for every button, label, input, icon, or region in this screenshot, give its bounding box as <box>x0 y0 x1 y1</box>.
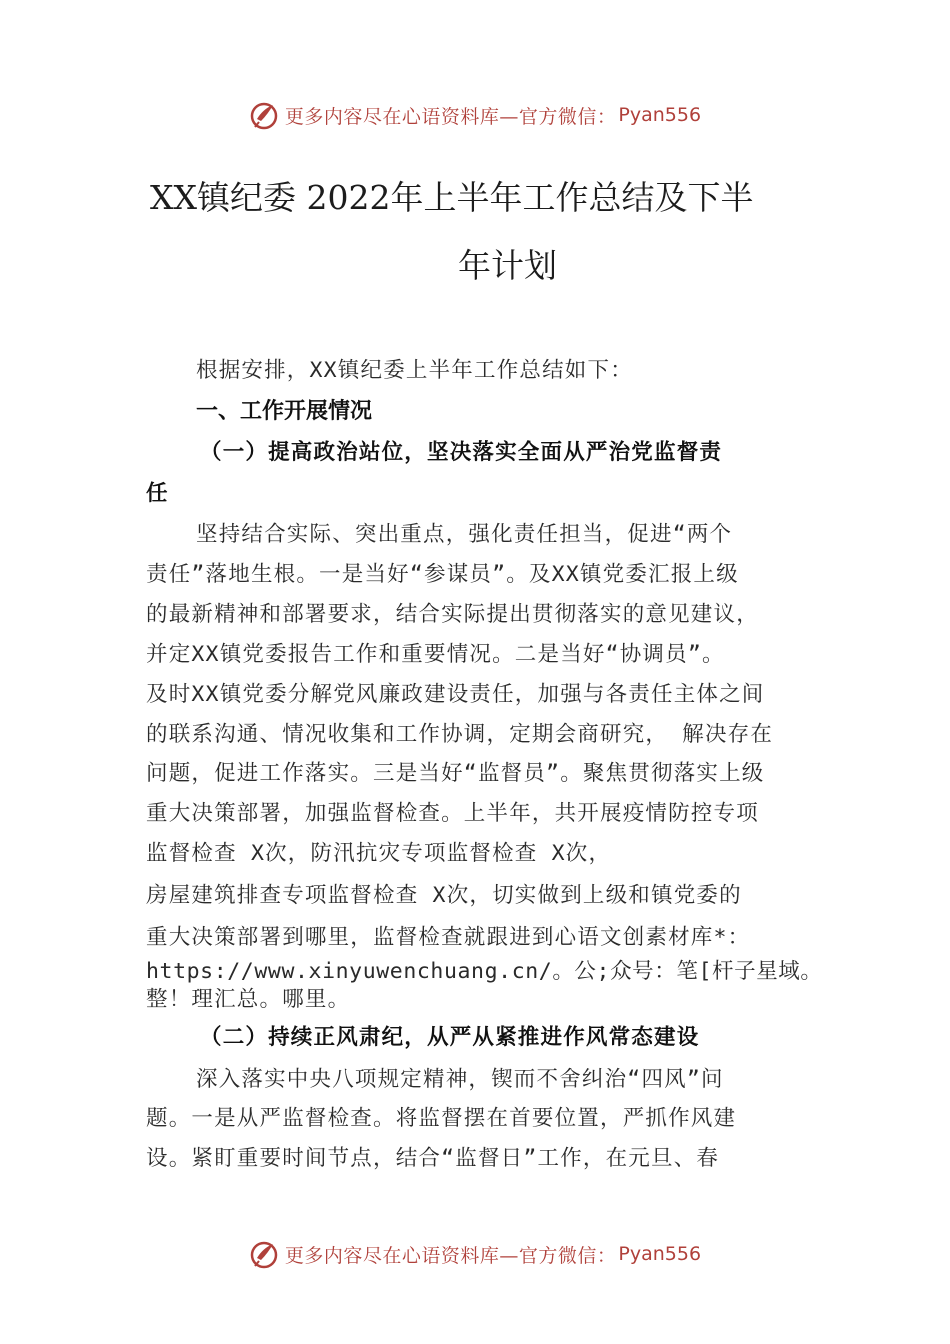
paragraph-line: 监督检查 X次，防汛抗灾专项监督检查 X次， <box>146 841 612 866</box>
footer-banner <box>0 1234 950 1274</box>
paragraph-line: 题。一是从严监督检查。将监督摆在首要位置，严抓作风建 <box>146 1106 737 1131</box>
brush-seal-icon <box>249 1238 281 1270</box>
paragraph-line: https://www.xinyuwenchuang.cn/。公;众号：笔[杆子星域。 <box>146 959 823 984</box>
intro-paragraph: 根据安排，XX镇纪委上半年工作总结如下： <box>196 358 633 383</box>
section-heading-1: 一、工作开展情况 <box>196 399 373 424</box>
brush-seal-icon <box>249 99 281 131</box>
page-title-line2: 年计划 <box>458 246 557 285</box>
paragraph-line: 重大决策部署到哪里，监督检查就跟进到心语文创素材库*： <box>146 925 751 950</box>
paragraph-line: 设。紧盯重要时间节点，结合“监督日”工作，在元旦、春 <box>146 1146 720 1171</box>
banner-wechat-id: Pyan556 <box>618 104 702 126</box>
subsection-heading-1: （一）提高政治站位，坚决落实全面从严治党监督责 <box>200 440 723 465</box>
paragraph-line: 整！理汇总。哪里。 <box>146 987 351 1012</box>
subsection-heading-2: （二）持续正风肃纪，从严从紧推进作风常态建设 <box>200 1025 700 1050</box>
paragraph-line: 的联系沟通、情况收集和工作协调，定期会商研究， 解决存在 <box>146 722 774 747</box>
paragraph-line: 重大决策部署，加强监督检查。上半年，共开展疫情防控专项 <box>146 801 759 826</box>
paragraph-line: 并定XX镇党委报告工作和重要情况。二是当好“协调员”。 <box>146 642 725 667</box>
paragraph-line: 及时XX镇党委分解党风廉政建设责任，加强与各责任主体之间 <box>146 682 765 707</box>
banner-text: 更多内容尽在心语资料库—官方微信： <box>284 105 617 128</box>
paragraph-line: 的最新精神和部署要求，结合实际提出贯彻落实的意见建议， <box>146 602 759 627</box>
paragraph-line: 坚持结合实际、突出重点，强化责任担当，促进“两个 <box>196 522 733 547</box>
paragraph-line: 深入落实中央八项规定精神，锲而不舍纠治“四风”问 <box>196 1067 724 1092</box>
paragraph-line: 问题，促进工作落实。三是当好“监督员”。聚焦贯彻落实上级 <box>146 761 765 786</box>
banner-wechat-id: Pyan556 <box>618 1243 702 1265</box>
banner-text: 更多内容尽在心语资料库—官方微信： <box>284 1244 617 1267</box>
paragraph-line: 房屋建筑排查专项监督检查 X次，切实做到上级和镇党委的 <box>146 883 742 908</box>
subsection-heading-1-cont: 任 <box>146 481 169 506</box>
header-banner <box>0 95 950 135</box>
page-title-line1: XX镇纪委 2022年上半年工作总结及下半 <box>150 178 754 217</box>
paragraph-line: 责任”落地生根。一是当好“参谋员”。及XX镇党委汇报上级 <box>146 562 739 587</box>
